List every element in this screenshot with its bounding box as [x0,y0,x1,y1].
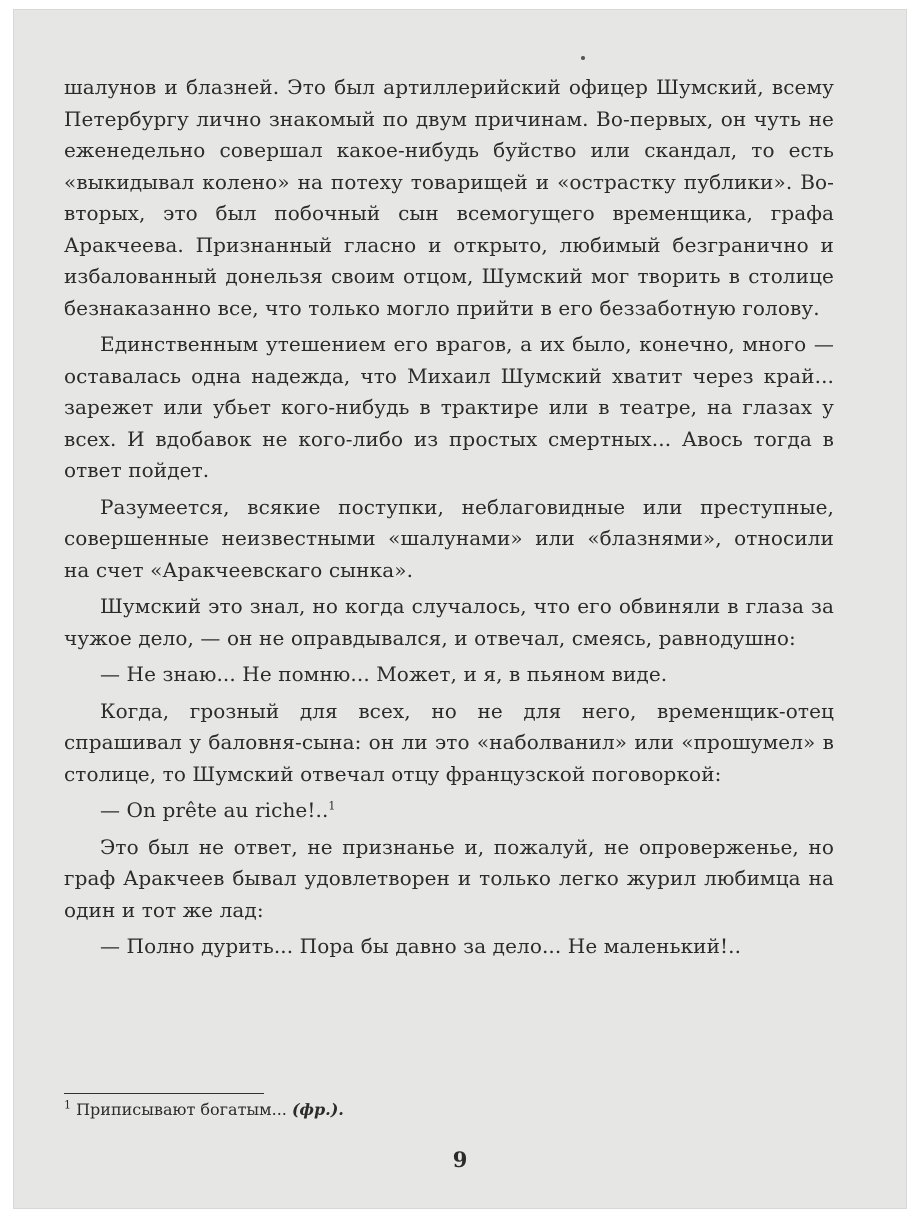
paragraph: Шумский это знал, но когда случалось, что его обвиняли в глаза за чужое дело, — он не оправдывался, и отвечал, смеясь, равнодушно: [64,594,834,650]
footnote-lang: (фр.). [291,1100,344,1119]
footnote [64,1100,344,1119]
body-text [64,72,834,968]
print-speck [581,56,585,60]
paragraph: шалунов и блазней. Это был артиллерийский офицер Шумский, всему Петербургу лично знакомый по двум причинам. Во-первых, он чуть не еженедельно совершал какое-нибудь буйство или скандал, то есть «выкидывал колено» на потеху товарищей и «острастку публики». Во-вторых, это был побочный сын всемогущего временщика, графа Аракчеева. Признанный гласно и открыто, любимый безгранично и избалованный донельзя своим отцом, Шумский мог творить в столице безнаказанно все, что только могло прийти в его беззаботную голову. [64,75,834,320]
paragraph: — Не знаю... Не помню... Может, и я, в пьяном виде. [100,662,668,686]
paragraph: Единственным утешением его врагов, а их было, конечно, много — оставалась одна надежда, что Михаил Шумский хватит через край... зарежет или убьет кого-нибудь в трактире или в театре, на глазах у всех. И вдобавок не кого-либо из простых смертных... Авось тогда в ответ пойдет. [64,332,834,482]
quote-line [64,795,834,827]
paragraph: Это был не ответ, не признанье и, пожалуй, не опроверженье, но граф Аракчеев бывал удовлетворен и только легко журил любимца на один и тот же лад: [64,834,834,922]
page-number: 9 [452,1147,468,1172]
quote-text: — On prête au riche!.. [100,798,329,822]
paragraph: Разумеется, всякие поступки, неблаговидные или преступные, совершенные неизвестными «шалунами» или «блазнями», относили на счет «Аракчеевскаго сынка». [64,494,834,582]
footnote-text: Приписывают богатым... [76,1100,287,1119]
paragraph: — Полно дурить... Пора бы давно за дело... Не маленький!.. [100,934,742,958]
book-page [14,10,906,1208]
paragraph: Когда, грозный для всех, но не для него, временщик-отец спрашивал у баловня-сына: он ли это «наболванил» или «прошумел» в столице, то Шумский отвечал отцу французской поговоркой: [64,698,834,786]
footnote-number: 1 [64,1098,71,1112]
footnote-divider [64,1093,264,1094]
footnote-ref: 1 [328,799,336,813]
